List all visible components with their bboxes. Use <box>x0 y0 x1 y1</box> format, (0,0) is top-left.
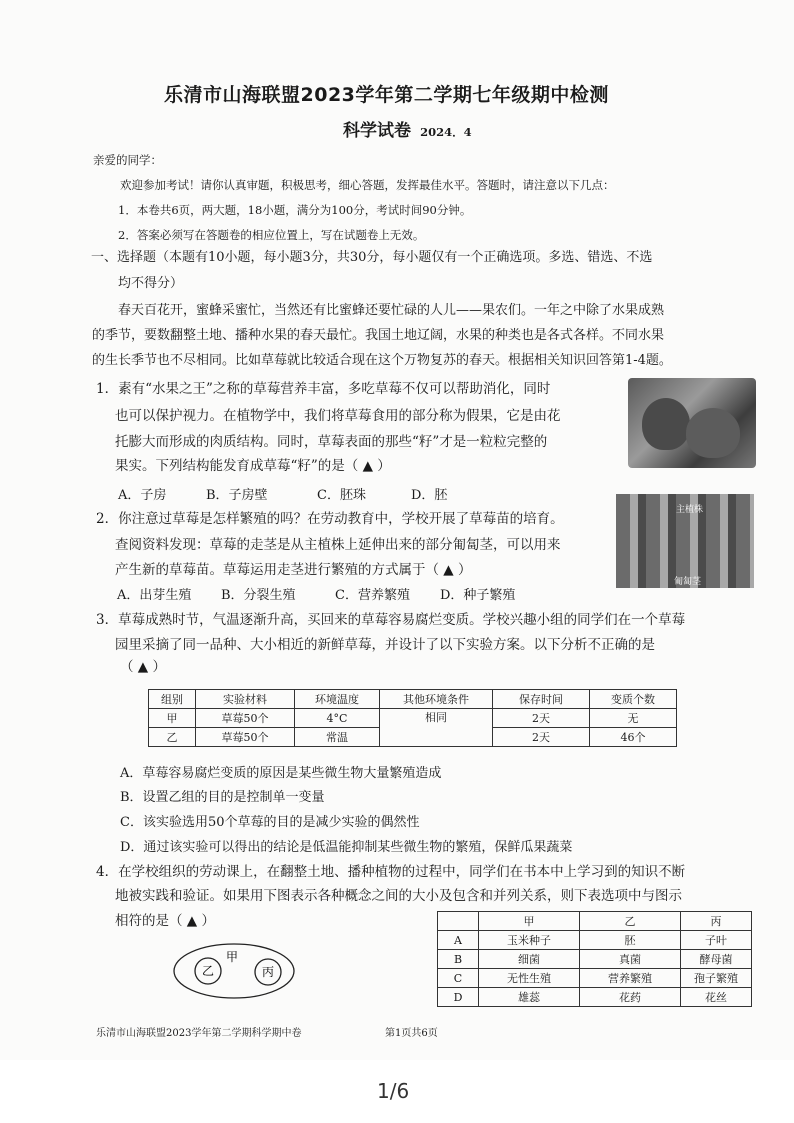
exam-date: 2024．4 <box>420 125 472 139</box>
footer-exam-name: 乐清市山海联盟2023学年第二学期科学期中卷 <box>96 1028 302 1039</box>
q4-stem: 相符的是（ ▲ ） <box>115 913 215 929</box>
strawberry-photo <box>628 378 756 468</box>
table-cell: A <box>438 931 479 950</box>
q2-option-c: C．营养繁殖 <box>335 588 410 603</box>
q2-stem: 2．你注意过草莓是怎样繁殖的吗？在劳动教育中，学校开展了草莓苗的培育。 <box>96 511 564 527</box>
q2-option-a: A．出芽生殖 <box>117 588 192 603</box>
table-cell: 营养繁殖 <box>580 969 681 988</box>
q3-option-c: C．该实验选用50个草莓的目的是减少实验的偶然性 <box>120 815 420 830</box>
table-header: 组别 <box>149 690 196 709</box>
table-header: 保存时间 <box>493 690 590 709</box>
table-cell: 胚 <box>580 931 681 950</box>
exam-subtitle <box>343 116 472 141</box>
strawberry-runner-photo <box>616 494 754 588</box>
q2-stem: 产生新的草莓苗。草莓运用走茎进行繁殖的方式属于（ ▲ ） <box>115 562 472 578</box>
table-cell: 草莓50个 <box>196 709 295 728</box>
q4-table <box>437 911 752 1007</box>
table-cell: 孢子繁殖 <box>681 969 752 988</box>
note-2: 2．答案必须写在答题卷的相应位置上，写在试题卷上无效。 <box>118 228 425 242</box>
page-indicator: 1/6 <box>377 1079 410 1103</box>
q3-option-b: B．设置乙组的目的是控制单一变量 <box>120 790 325 805</box>
table-header: 丙 <box>681 912 752 931</box>
table-header: 实验材料 <box>196 690 295 709</box>
table-cell: 细菌 <box>479 950 580 969</box>
subject-name: 科学试卷 <box>343 121 411 141</box>
table-cell: 真菌 <box>580 950 681 969</box>
exam-title: 乐清市山海联盟2023学年第二学期七年级期中检测 <box>164 84 609 106</box>
table-cell: 花药 <box>580 988 681 1007</box>
table-cell: C <box>438 969 479 988</box>
q4-stem: 4．在学校组织的劳动课上，在翻整土地、播种植物的过程中，同学们在书本中上学习到的知识不断 <box>96 864 686 880</box>
table-cell: 2天 <box>493 709 590 728</box>
image-label-main-plant: 主植株 <box>676 505 704 515</box>
q3-option-a: A．草莓容易腐烂变质的原因是某些微生物大量繁殖造成 <box>120 766 442 781</box>
note-1: 1．本卷共6页，两大题，18小题，满分为100分，考试时间90分钟。 <box>118 203 472 217</box>
table-cell: 无性生殖 <box>479 969 580 988</box>
table-header: 环境温度 <box>295 690 380 709</box>
table-header: 甲 <box>479 912 580 931</box>
greeting: 亲爱的同学： <box>93 153 162 167</box>
table-header: 乙 <box>580 912 681 931</box>
table-cell: 子叶 <box>681 931 752 950</box>
q1-option-a: A．子房 <box>118 488 167 503</box>
table-row <box>438 931 752 950</box>
table-row <box>149 709 677 728</box>
table-cell: 草莓50个 <box>196 728 295 747</box>
q3-stem: 3．草莓成熟时节，气温逐渐升高，买回来的草莓容易腐烂变质。学校兴趣小组的同学们在一个草莓 <box>96 612 686 628</box>
q2-option-d: D．种子繁殖 <box>440 588 516 603</box>
q1-option-d: D．胚 <box>411 488 448 503</box>
table-row <box>438 988 752 1007</box>
footer-page-number: 第1页共6页 <box>385 1028 438 1039</box>
diagram-label-right: 丙 <box>261 965 275 979</box>
image-label-runner: 匍匐茎 <box>674 577 702 587</box>
q1-stem: 果实。下列结构能发育成草莓“籽”的是（ ▲ ） <box>115 458 391 474</box>
table-cell: 酵母菌 <box>681 950 752 969</box>
q1-stem: 也可以保护视力。在植物学中，我们将草莓食用的部分称为假果，它是由花 <box>115 408 561 424</box>
table-header-row <box>149 690 677 709</box>
table-cell: 玉米种子 <box>479 931 580 950</box>
passage-line: 春天百花开，蜜蜂采蜜忙，当然还有比蜜蜂还要忙碌的人儿——果农们。一年之中除了水果成熟 <box>118 303 665 318</box>
table-header: 其他环境条件 <box>380 690 493 709</box>
table-cell: 常温 <box>295 728 380 747</box>
table-header: 变质个数 <box>590 690 677 709</box>
diagram-label-left: 乙 <box>201 964 215 978</box>
q3-stem: 园里采摘了同一品种、大小相近的新鲜草莓，并设计了以下实验方案。以下分析不正确的是 <box>115 637 655 653</box>
table-cell: 相同 <box>380 709 493 747</box>
passage-line: 的生长季节也不尽相同。比如草莓就比较适合现在这个万物复苏的春天。根据相关知识回答第1-4题。 <box>92 353 672 368</box>
table-header-row <box>438 912 752 931</box>
diagram-label-outer: 甲 <box>225 950 239 964</box>
table-cell: 46个 <box>590 728 677 747</box>
table-cell: 乙 <box>149 728 196 747</box>
q3-option-d: D．通过该实验可以得出的结论是低温能抑制某些微生物的繁殖，保鲜瓜果蔬菜 <box>120 840 573 855</box>
passage-line: 的季节，要数翻整土地、播种水果的春天最忙。我国土地辽阔，水果的种类也是各式各样。不同水果 <box>92 328 665 343</box>
q4-stem: 地被实践和验证。如果用下图表示各种概念之间的大小及包含和并列关系，则下表选项中与图示 <box>115 888 682 904</box>
table-cell: 花丝 <box>681 988 752 1007</box>
table-header <box>438 912 479 931</box>
table-cell: 4°C <box>295 709 380 728</box>
table-cell: B <box>438 950 479 969</box>
q1-stem: 托膨大而形成的肉质结构。同时，草莓表面的那些“籽”才是一粒粒完整的 <box>115 434 548 450</box>
section-heading-cont: 均不得分） <box>118 276 184 291</box>
intro-line: 欢迎参加考试！请你认真审题，积极思考，细心答题，发挥最佳水平。答题时，请注意以下几点： <box>120 178 615 192</box>
table-cell: 无 <box>590 709 677 728</box>
table-cell: D <box>438 988 479 1007</box>
q3-table <box>148 689 677 747</box>
q1-option-c: C．胚珠 <box>317 488 366 503</box>
section-heading: 一、选择题（本题有10小题，每小题3分，共30分，每小题仅有一个正确选项。多选、错选、不选 <box>91 250 653 265</box>
q3-stem: （ ▲ ） <box>120 659 166 675</box>
table-row <box>438 969 752 988</box>
q1-stem: 1．素有“水果之王”之称的草莓营养丰富，多吃草莓不仅可以帮助消化，同时 <box>96 381 551 397</box>
q2-option-b: B．分裂生殖 <box>221 588 296 603</box>
table-cell: 2天 <box>493 728 590 747</box>
table-cell: 甲 <box>149 709 196 728</box>
q1-option-b: B．子房壁 <box>206 488 268 503</box>
venn-diagram <box>170 940 300 1002</box>
table-row <box>438 950 752 969</box>
q2-stem: 查阅资料发现：草莓的走茎是从主植株上延伸出来的部分匍匐茎，可以用来 <box>115 537 561 553</box>
table-cell: 雄蕊 <box>479 988 580 1007</box>
